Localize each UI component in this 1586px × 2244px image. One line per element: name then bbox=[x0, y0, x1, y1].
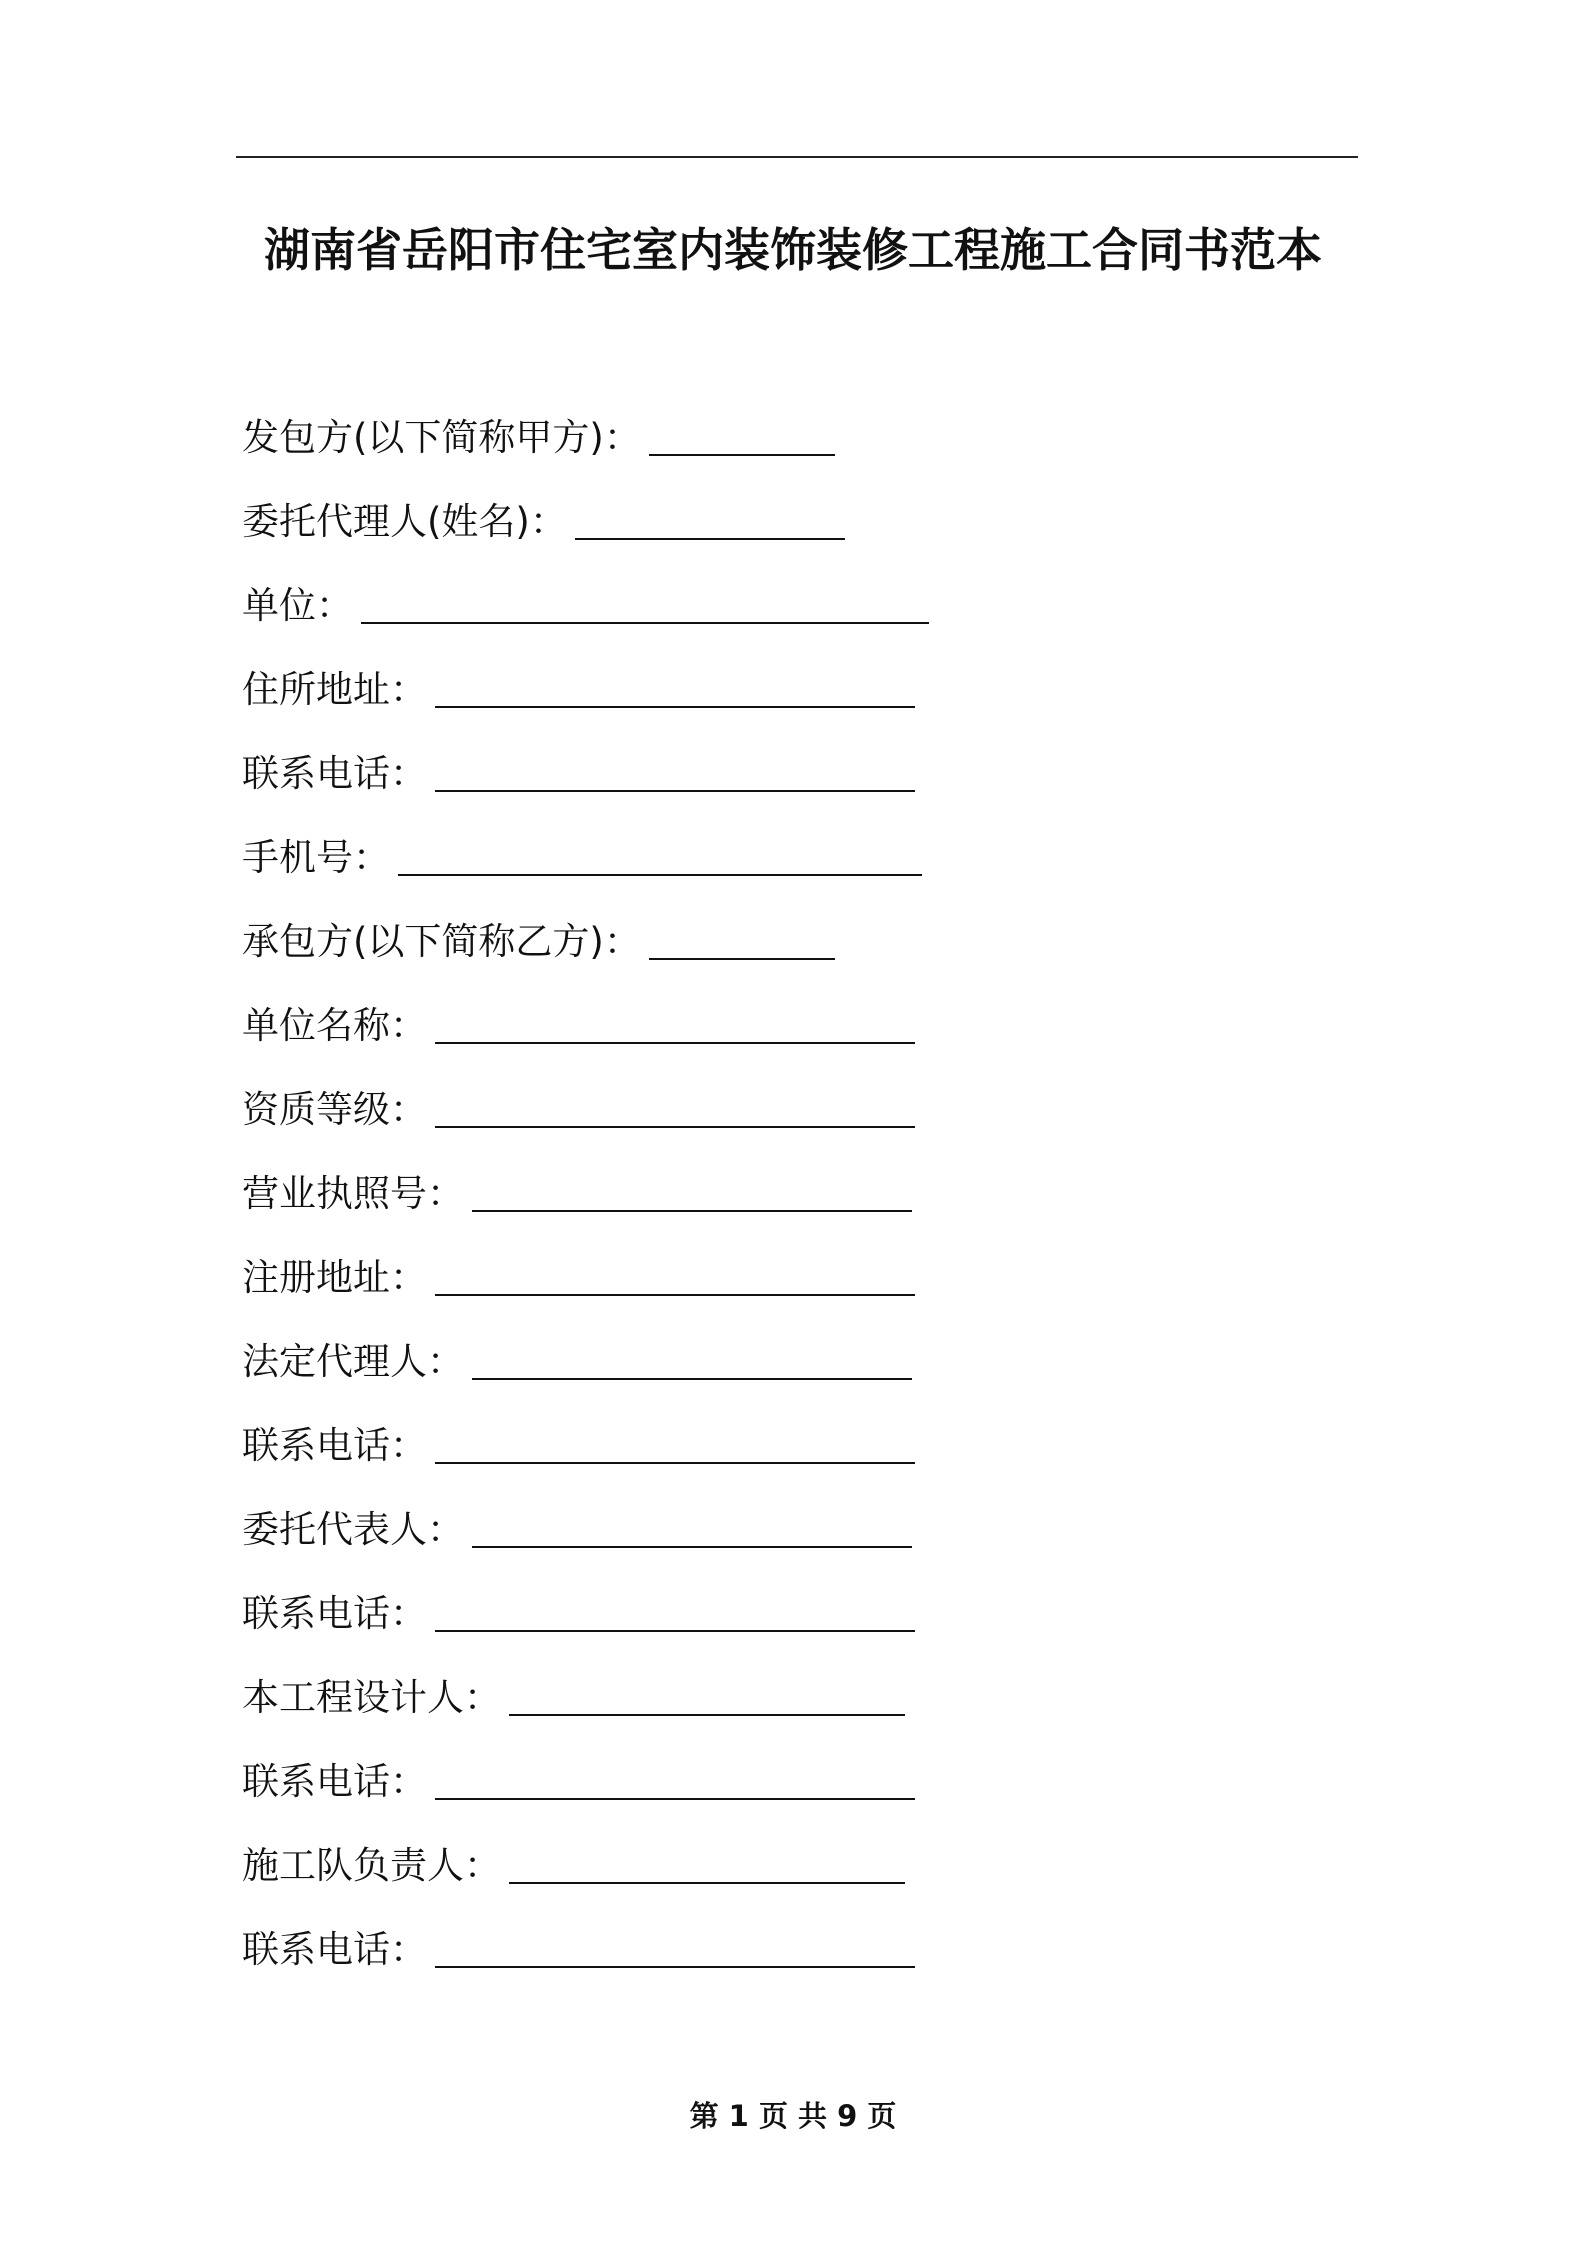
page-title: 湖南省岳阳市住宅室内装饰装修工程施工合同书范本 bbox=[264, 223, 1322, 277]
field-label: 法定代理人： bbox=[242, 1340, 464, 1383]
fill-in-blank[interactable] bbox=[472, 1170, 912, 1212]
field-label: 发包方(以下简称甲方)： bbox=[242, 416, 641, 459]
field-row-contractor-name bbox=[242, 992, 929, 1076]
field-label: 单位： bbox=[242, 584, 353, 627]
fill-in-blank[interactable] bbox=[649, 414, 835, 456]
fill-in-blank[interactable] bbox=[435, 666, 915, 708]
field-row-client-agent bbox=[242, 488, 929, 572]
fill-in-blank[interactable] bbox=[509, 1842, 905, 1884]
fill-in-blank[interactable] bbox=[575, 498, 845, 540]
field-row-crew-leader-phone bbox=[242, 1916, 929, 2000]
field-label: 委托代理人(姓名)： bbox=[242, 500, 567, 543]
field-label: 委托代表人： bbox=[242, 1508, 464, 1551]
field-label: 联系电话： bbox=[242, 752, 427, 795]
page-indicator: 第 1 页 共 9 页 bbox=[689, 2099, 897, 2133]
fill-in-blank[interactable] bbox=[435, 1254, 915, 1296]
fill-in-blank[interactable] bbox=[435, 1590, 915, 1632]
field-row-contractor-phone bbox=[242, 1412, 929, 1496]
field-row-crew-leader bbox=[242, 1832, 929, 1916]
field-row-authorized-representative bbox=[242, 1496, 929, 1580]
field-label: 资质等级： bbox=[242, 1088, 427, 1131]
fill-in-blank[interactable] bbox=[435, 1002, 915, 1044]
field-row-client-phone bbox=[242, 740, 929, 824]
field-row-qualification bbox=[242, 1076, 929, 1160]
field-label: 营业执照号： bbox=[242, 1172, 464, 1215]
field-row-client-address bbox=[242, 656, 929, 740]
fill-in-blank[interactable] bbox=[361, 582, 929, 624]
field-row-registered-address bbox=[242, 1244, 929, 1328]
field-label: 单位名称： bbox=[242, 1004, 427, 1047]
fill-in-blank[interactable] bbox=[435, 1086, 915, 1128]
field-label: 注册地址： bbox=[242, 1256, 427, 1299]
field-row-license-number bbox=[242, 1160, 929, 1244]
header-rule bbox=[236, 156, 1358, 158]
field-row-client-unit bbox=[242, 572, 929, 656]
fill-in-blank[interactable] bbox=[435, 1926, 915, 1968]
field-row-client-mobile bbox=[242, 824, 929, 908]
party-info-fields bbox=[242, 404, 929, 2000]
fill-in-blank[interactable] bbox=[472, 1506, 912, 1548]
field-row-contractor bbox=[242, 908, 929, 992]
field-label: 住所地址： bbox=[242, 668, 427, 711]
field-label: 联系电话： bbox=[242, 1592, 427, 1635]
field-label: 手机号： bbox=[242, 836, 390, 879]
field-label: 联系电话： bbox=[242, 1424, 427, 1467]
field-label: 联系电话： bbox=[242, 1760, 427, 1803]
field-row-designer-phone bbox=[242, 1748, 929, 1832]
field-row-client bbox=[242, 404, 929, 488]
field-label: 施工队负责人： bbox=[242, 1844, 501, 1887]
field-row-designer bbox=[242, 1664, 929, 1748]
field-label: 承包方(以下简称乙方)： bbox=[242, 920, 641, 963]
fill-in-blank[interactable] bbox=[435, 750, 915, 792]
field-label: 本工程设计人： bbox=[242, 1676, 501, 1719]
fill-in-blank[interactable] bbox=[649, 918, 835, 960]
fill-in-blank[interactable] bbox=[472, 1338, 912, 1380]
fill-in-blank[interactable] bbox=[435, 1422, 915, 1464]
fill-in-blank[interactable] bbox=[509, 1674, 905, 1716]
fill-in-blank[interactable] bbox=[398, 834, 922, 876]
fill-in-blank[interactable] bbox=[435, 1758, 915, 1800]
field-label: 联系电话： bbox=[242, 1928, 427, 1971]
field-row-legal-representative bbox=[242, 1328, 929, 1412]
field-row-representative-phone bbox=[242, 1580, 929, 1664]
